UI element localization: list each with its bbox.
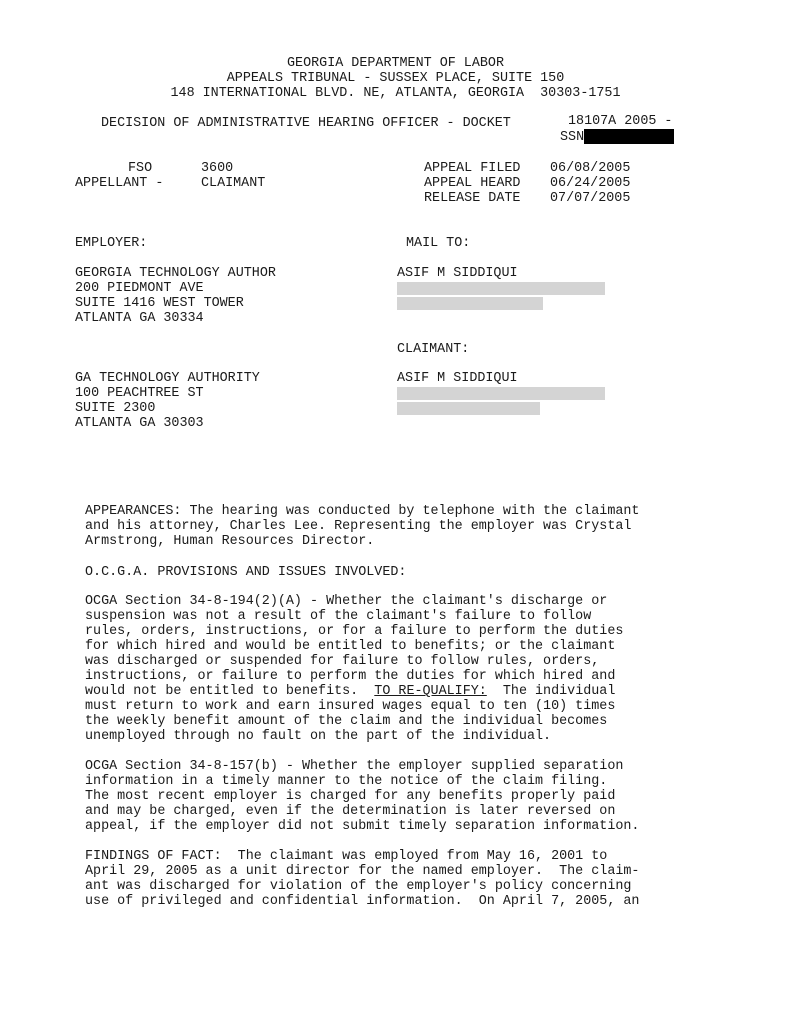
text-line: Armstrong, Human Resources Director. — [85, 534, 375, 549]
claimant-city-redaction — [397, 402, 540, 415]
ocga-heading: O.C.G.A. PROVISIONS AND ISSUES INVOLVED: — [85, 565, 407, 580]
employer-label: EMPLOYER: — [75, 236, 148, 251]
text-line: instructions, or failure to perform the duties for which hired and — [85, 669, 616, 684]
text-line: was discharged or suspended for failure to follow rules, orders, — [85, 654, 600, 669]
decision-title: DECISION OF ADMINISTRATIVE HEARING OFFICER - DOCKET — [101, 116, 511, 131]
employer-address-line: 200 PIEDMONT AVE — [75, 281, 204, 296]
employer-address-line: GEORGIA TECHNOLOGY AUTHOR — [75, 266, 276, 281]
employer2-address-line: ATLANTA GA 30303 — [75, 416, 204, 431]
date-label-filed: APPEAL FILED — [424, 161, 521, 176]
text-line: suspension was not a result of the claimant's failure to follow — [85, 609, 592, 624]
mail-to-address-redaction — [397, 282, 605, 295]
findings-paragraph — [85, 849, 725, 909]
employer2-address-line: GA TECHNOLOGY AUTHORITY — [75, 371, 260, 386]
text-line: use of privileged and confidential information. On April 7, 2005, an — [85, 894, 640, 909]
text-line: the weekly benefit amount of the claim and the individual becomes — [85, 714, 608, 729]
text-line: appeal, if the employer did not submit timely separation information. — [85, 819, 640, 834]
date-value-heard: 06/24/2005 — [550, 176, 631, 191]
text-line: FINDINGS OF FACT: The claimant was employed from May 16, 2001 to — [85, 849, 608, 864]
section-194-paragraph — [85, 594, 725, 744]
appearances-paragraph — [85, 504, 725, 549]
ssn-label: SSN — [560, 130, 585, 145]
text-line: must return to work and earn insured wages equal to ten (10) times — [85, 699, 616, 714]
mail-to-label: MAIL TO: — [406, 236, 471, 251]
date-label-heard: APPEAL HEARD — [424, 176, 521, 191]
appellant-value: CLAIMANT — [201, 176, 266, 191]
text-line: The most recent employer is charged for any benefits properly paid — [85, 789, 616, 804]
text-line: and his attorney, Charles Lee. Representing the employer was Crystal — [85, 519, 632, 534]
claimant-label: CLAIMANT: — [397, 342, 470, 357]
fso-label: FSO — [128, 161, 153, 176]
appellant-label: APPELLANT - — [75, 176, 164, 191]
header-address: 148 INTERNATIONAL BLVD. NE, ATLANTA, GEORGIA 30303-1751 — [170, 86, 621, 101]
requalify-heading: TO RE-QUALIFY: — [374, 684, 487, 699]
mail-to-name: ASIF M SIDDIQUI — [397, 266, 518, 281]
employer-address-line: ATLANTA GA 30334 — [75, 311, 204, 326]
date-label-release: RELEASE DATE — [424, 191, 521, 206]
employer2-address-line: SUITE 2300 — [75, 401, 156, 416]
mail-to-city-redaction — [397, 297, 543, 310]
text-line: rules, orders, instructions, or for a failure to perform the duties — [85, 624, 624, 639]
header-agency: GEORGIA DEPARTMENT OF LABOR — [287, 56, 504, 71]
text-line: OCGA Section 34-8-194(2)(A) - Whether the claimant's discharge or — [85, 594, 608, 609]
text-line: OCGA Section 34-8-157(b) - Whether the employer supplied separation — [85, 759, 624, 774]
docket-number: 18107A 2005 - — [568, 114, 673, 129]
employer2-address-line: 100 PEACHTREE ST — [75, 386, 204, 401]
fso-value: 3600 — [201, 161, 234, 176]
claimant-address-redaction — [397, 387, 605, 400]
text-line: information in a timely manner to the notice of the claim filing. — [85, 774, 608, 789]
claimant-name: ASIF M SIDDIQUI — [397, 371, 518, 386]
text-line: for which hired and would be entitled to benefits; or the claimant — [85, 639, 616, 654]
text-line: ant was discharged for violation of the employer's policy concerning — [85, 879, 632, 894]
text-fragment: would not be entitled to benefits. — [85, 684, 375, 699]
section-157-paragraph — [85, 759, 725, 834]
text-fragment: The individual — [486, 684, 616, 699]
text-line: and may be charged, even if the determination is later reversed on — [85, 804, 616, 819]
date-value-filed: 06/08/2005 — [550, 161, 631, 176]
employer-address-line: SUITE 1416 WEST TOWER — [75, 296, 244, 311]
header-tribunal: APPEALS TRIBUNAL - SUSSEX PLACE, SUITE 150 — [226, 71, 565, 86]
text-line — [85, 684, 725, 699]
date-value-release: 07/07/2005 — [550, 191, 631, 206]
text-line: April 29, 2005 as a unit director for the named employer. The claim- — [85, 864, 640, 879]
text-line: APPEARANCES: The hearing was conducted by telephone with the claimant — [85, 504, 640, 519]
text-line: unemployed through no fault on the part of the individual. — [85, 729, 552, 744]
ssn-redaction — [584, 129, 674, 144]
